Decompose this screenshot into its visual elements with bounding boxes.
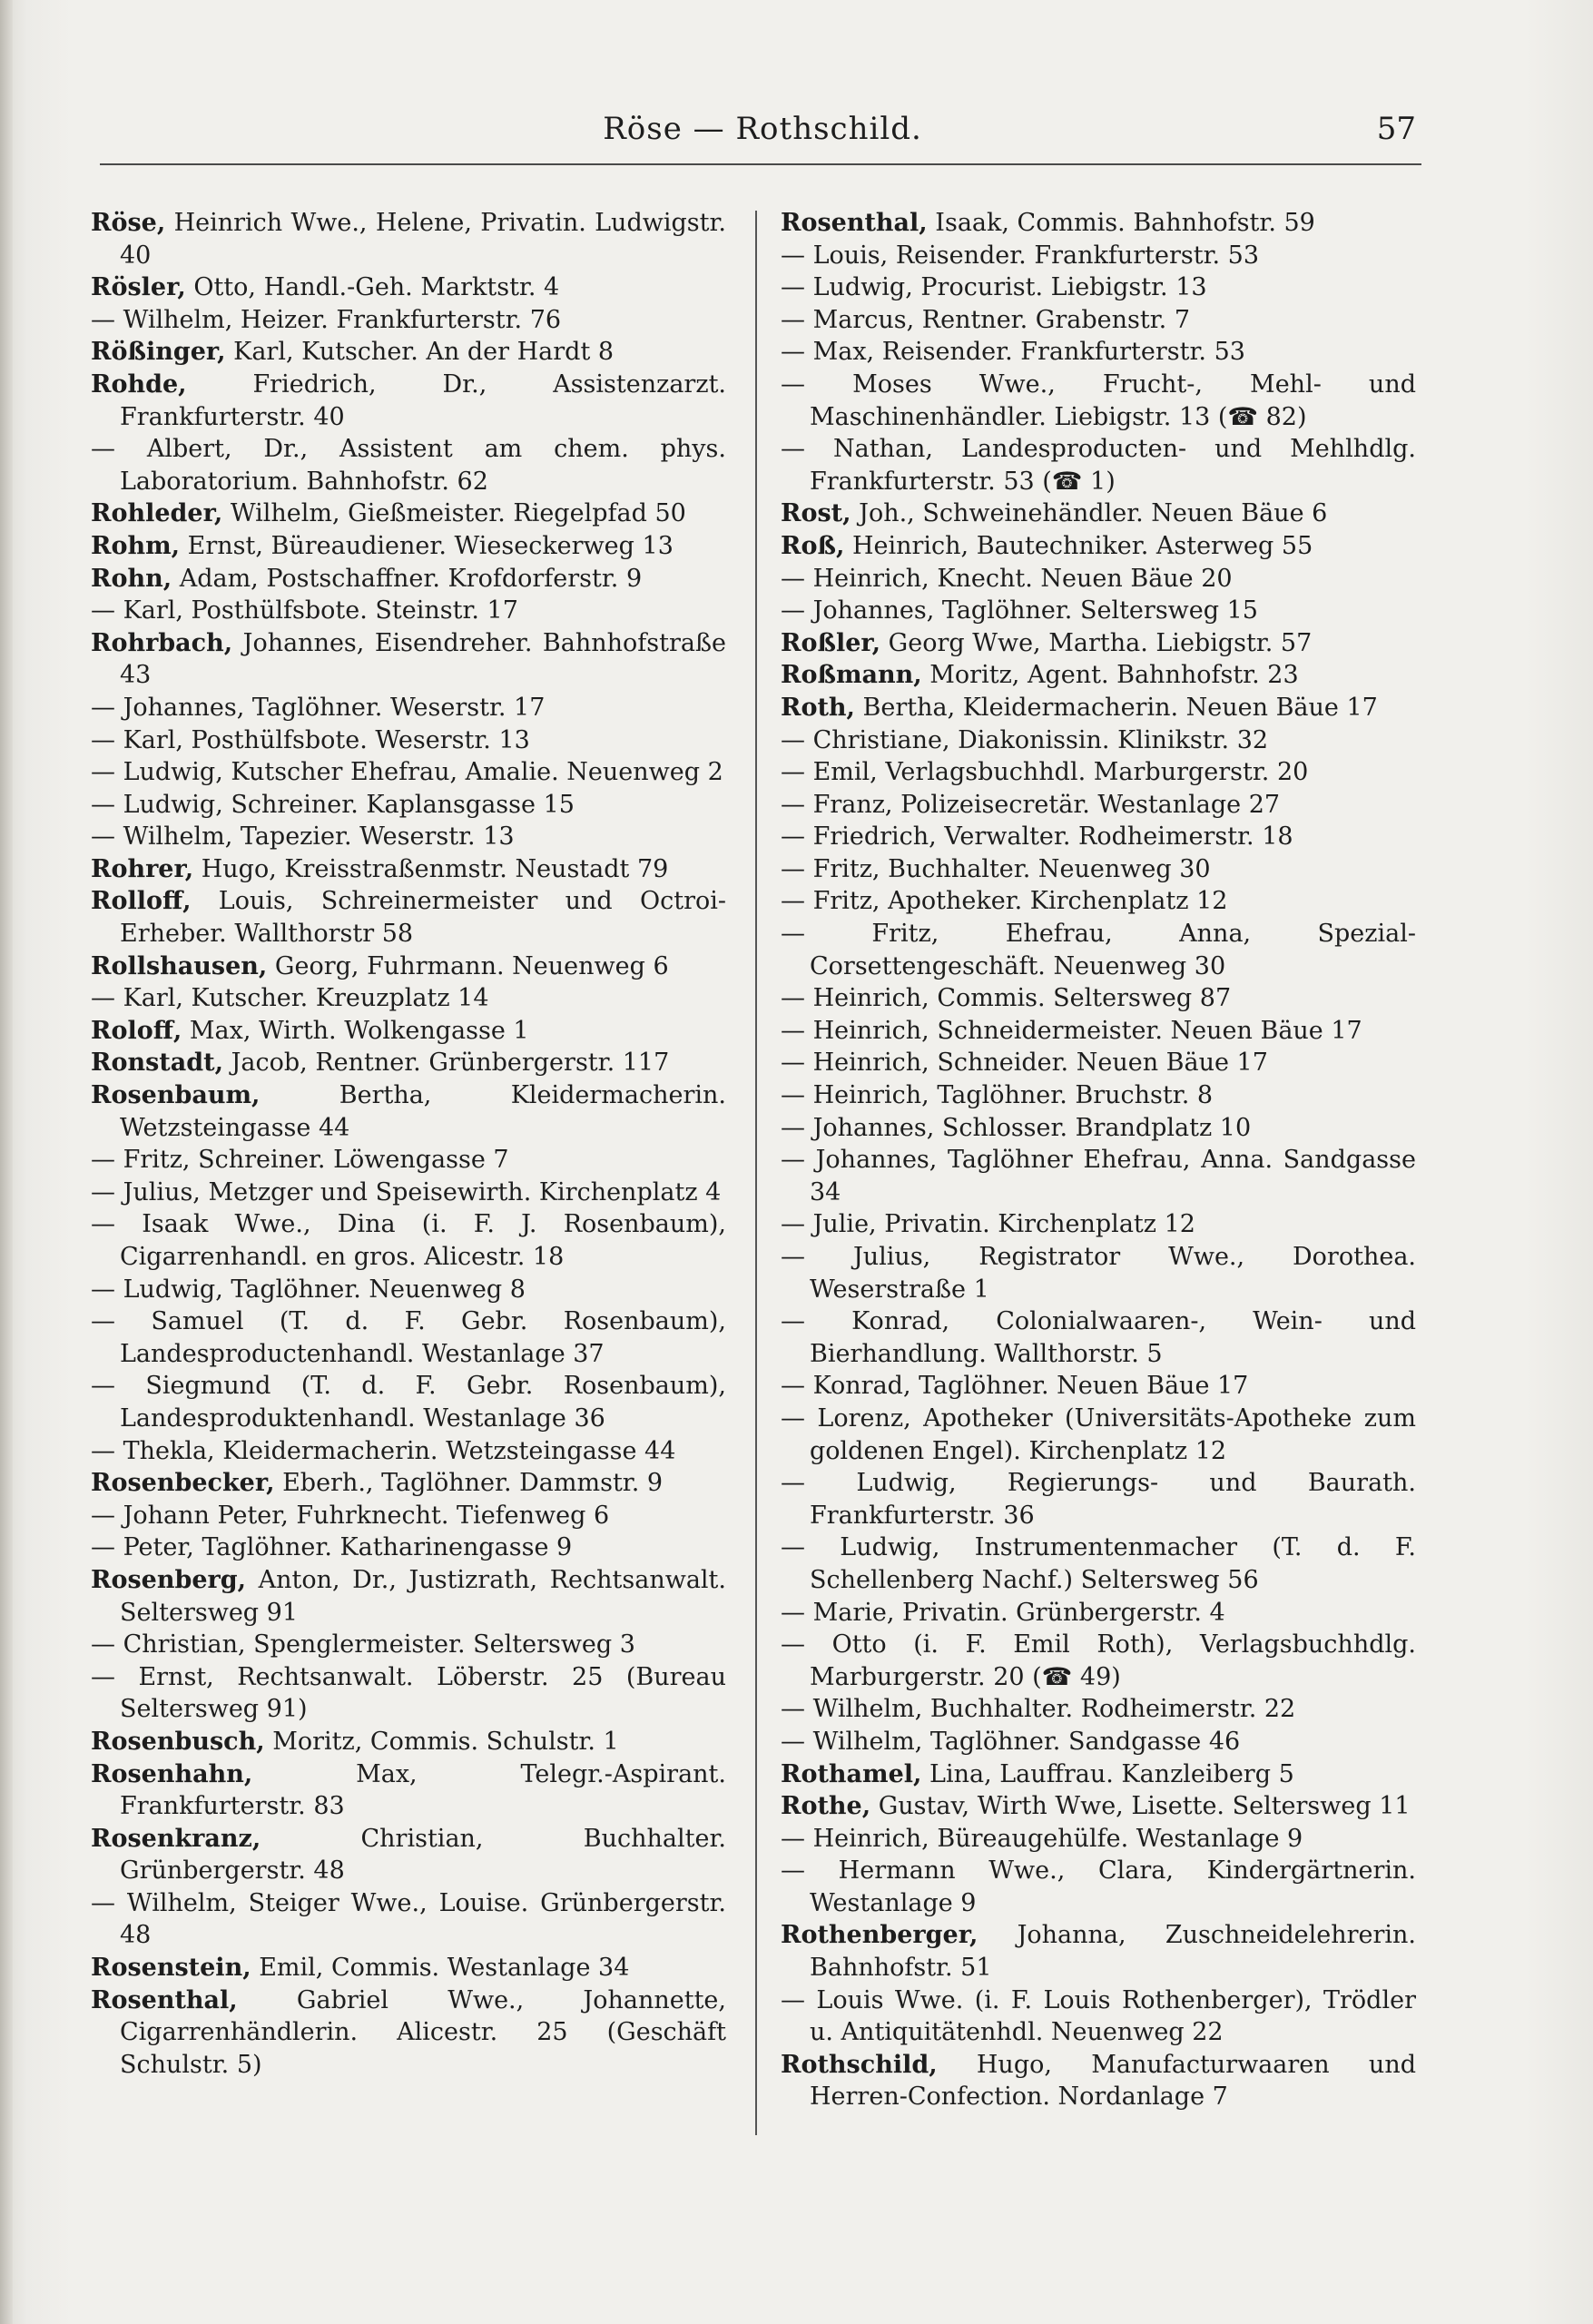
directory-entry	[781, 271, 1416, 304]
directory-entry	[91, 821, 726, 853]
entry-details: Moritz, Commis. Schulstr. 1	[264, 1727, 619, 1756]
entry-details: — Wilhelm, Steiger Wwe., Louise. Grünbergerstr. 48	[91, 1888, 726, 1950]
entry-surname: Rohrbach,	[91, 628, 233, 657]
entry-details: — Siegmund (T. d. F. Gebr. Rosenbaum), Landesproduktenhandl. Westanlage 36	[91, 1372, 726, 1433]
directory-entry	[91, 1661, 726, 1726]
directory-entry	[781, 756, 1416, 789]
entry-details: Louis, Schreinermeister und Octroi-Erheber. Wallthorstr 58	[120, 887, 726, 949]
entry-details: Karl, Kutscher. An der Hardt 8	[225, 338, 615, 367]
entry-surname: Roßmann,	[781, 661, 922, 690]
entry-details: — Heinrich, Knecht. Neuen Bäue 20	[781, 564, 1233, 593]
directory-entry	[91, 1144, 726, 1177]
directory-entry	[91, 1015, 726, 1048]
directory-entry	[91, 1370, 726, 1434]
directory-entry	[781, 1597, 1416, 1630]
directory-entry	[781, 1144, 1416, 1208]
entry-surname: Rosenstein,	[91, 1954, 251, 1983]
entry-surname: Rolloff,	[91, 887, 192, 916]
directory-entry	[91, 627, 726, 692]
directory-entry	[91, 692, 726, 724]
entry-details: — Peter, Taglöhner. Katharinengasse 9	[91, 1533, 573, 1562]
directory-entry	[781, 497, 1416, 530]
entry-details: — Konrad, Taglöhner. Neuen Bäue 17	[781, 1372, 1249, 1401]
directory-entry	[781, 1112, 1416, 1145]
entry-details: — Christiane, Diakonissin. Klinikstr. 32	[781, 725, 1269, 754]
entry-details: Ernst, Büreaudiener. Wieseckerweg 13	[180, 531, 674, 560]
directory-entry	[91, 1047, 726, 1079]
entry-surname: Rosenbaum,	[91, 1081, 261, 1110]
entry-details: — Ludwig, Regierungs- und Baurath. Frankfurterstr. 36	[781, 1469, 1416, 1530]
entry-surname: Rosenhahn,	[91, 1759, 253, 1788]
entry-details: — Julie, Privatin. Kirchenplatz 12	[781, 1210, 1195, 1239]
entry-details: — Fritz, Buchhalter. Neuenweg 30	[781, 854, 1211, 883]
directory-entry	[91, 724, 726, 757]
entry-details: Friedrich, Dr., Assistenzarzt. Frankfurterstr. 40	[120, 369, 726, 431]
entry-details: — Wilhelm, Tapezier. Weserstr. 13	[91, 822, 515, 852]
directory-entry	[781, 1790, 1416, 1823]
entry-surname: Rosenberg,	[91, 1565, 247, 1594]
directory-entry	[91, 336, 726, 369]
entry-details: Georg, Fuhrmann. Neuenweg 6	[267, 951, 669, 980]
entry-surname: Rosenkranz,	[91, 1824, 261, 1853]
entry-surname: Rohleder,	[91, 499, 223, 528]
directory-entry	[781, 2049, 1416, 2113]
left-column	[91, 207, 726, 2141]
entry-surname: Rohn,	[91, 564, 172, 593]
directory-entry	[781, 595, 1416, 627]
directory-entry	[781, 1758, 1416, 1791]
directory-entry	[781, 982, 1416, 1015]
directory-entry	[781, 1403, 1416, 1467]
directory-entry	[781, 724, 1416, 757]
entry-details: — Heinrich, Taglöhner. Bruchstr. 8	[781, 1081, 1214, 1110]
entry-details: Hugo, Manufacturwaaren und Herren-Confection. Nordanlage 7	[810, 2050, 1416, 2112]
entry-details: Gabriel Wwe., Johannette, Cigarrenhändlerin. Alicestr. 25 (Geschäft Schulstr. 5)	[120, 1985, 726, 2079]
entry-surname: Rothschild,	[781, 2050, 938, 2079]
entry-details: — Emil, Verlagsbuchhdl. Marburgerstr. 20	[781, 758, 1309, 787]
entry-details: — Ludwig, Instrumentenmacher (T. d. F. Schellenberg Nachf.) Seltersweg 56	[781, 1533, 1416, 1594]
directory-entry	[781, 1370, 1416, 1403]
entry-details: — Otto (i. F. Emil Roth), Verlagsbuchhdlg. Marburgerstr. 20 (☎ 49)	[781, 1630, 1416, 1691]
directory-entry	[91, 369, 726, 433]
directory-entry	[781, 692, 1416, 724]
entry-details: — Johannes, Taglöhner Ehefrau, Anna. Sandgasse 34	[781, 1146, 1416, 1206]
directory-entry	[781, 207, 1416, 240]
entry-surname: Rosenbecker,	[91, 1469, 275, 1498]
entry-details: — Heinrich, Commis. Seltersweg 87	[781, 984, 1232, 1013]
directory-entry	[91, 1467, 726, 1500]
entry-details: — Franz, Polizeisecretär. Westanlage 27	[781, 790, 1281, 819]
entry-details: Max, Wirth. Wolkengasse 1	[182, 1016, 529, 1045]
directory-entry	[91, 595, 726, 627]
directory-entry	[91, 207, 726, 271]
directory-entry	[91, 497, 726, 530]
entry-surname: Rohm,	[91, 531, 181, 560]
entry-details: — Isaak Wwe., Dina (i. F. J. Rosenbaum), Cigarrenhandl. en gros. Alicestr. 18	[91, 1210, 726, 1271]
entry-details: — Wilhelm, Buchhalter. Rodheimerstr. 22	[781, 1695, 1296, 1724]
entry-details: — Ludwig, Taglöhner. Neuenweg 8	[91, 1275, 526, 1304]
entry-details: — Thekla, Kleidermacherin. Wetzsteingasse 44	[91, 1436, 676, 1465]
directory-entry	[91, 1726, 726, 1758]
entry-surname: Rosenthal,	[91, 1985, 238, 2014]
entry-details: — Julius, Metzger und Speisewirth. Kirchenplatz 4	[91, 1177, 722, 1206]
directory-entry	[781, 1984, 1416, 2049]
directory-entry	[91, 304, 726, 337]
entry-details: — Fritz, Schreiner. Löwengasse 7	[91, 1146, 509, 1175]
entry-details: — Johannes, Schlosser. Brandplatz 10	[781, 1113, 1252, 1142]
directory-entry	[781, 1823, 1416, 1856]
directory-entry	[781, 1726, 1416, 1758]
entry-surname: Rothamel,	[781, 1759, 922, 1788]
directory-entry	[781, 627, 1416, 660]
entry-details: — Samuel (T. d. F. Gebr. Rosenbaum), Landesproductenhandl. Westanlage 37	[91, 1307, 726, 1368]
entry-details: Johannes, Eisendreher. Bahnhofstraße 43	[120, 628, 726, 690]
entry-details: Moritz, Agent. Bahnhofstr. 23	[921, 661, 1299, 690]
entry-details: — Louis, Reisender. Frankfurterstr. 53	[781, 241, 1260, 270]
entry-details: Gustav, Wirth Wwe, Lisette. Seltersweg 11	[870, 1792, 1411, 1821]
directory-entry	[91, 1177, 726, 1209]
entry-details: Anton, Dr., Justizrath, Rechtsanwalt. Seltersweg 91	[120, 1565, 726, 1627]
entry-details: — Louis Wwe. (i. F. Louis Rothenberger), Trödler u. Antiquitätenhdl. Neuenweg 22	[781, 1985, 1416, 2047]
entry-surname: Roloff,	[91, 1016, 182, 1045]
entry-surname: Roß,	[781, 531, 845, 560]
entry-details: — Johannes, Taglöhner. Seltersweg 15	[781, 596, 1258, 625]
entry-details: — Ludwig, Schreiner. Kaplansgasse 15	[91, 790, 575, 819]
directory-entry	[91, 1887, 726, 1952]
header-rule	[100, 163, 1421, 165]
directory-entry	[781, 1693, 1416, 1726]
directory-entry	[91, 1208, 726, 1273]
entry-details: — Heinrich, Büreaugehülfe. Westanlage 9	[781, 1824, 1303, 1853]
entry-details: — Nathan, Landesproducten- und Mehlhdlg. Frankfurterstr. 53 (☎ 1)	[781, 435, 1416, 496]
directory-entry	[91, 756, 726, 789]
right-column	[781, 207, 1416, 2141]
entry-details: Georg Wwe, Martha. Liebigstr. 57	[880, 628, 1313, 657]
book-spine-edge	[0, 0, 13, 2324]
page-header	[100, 111, 1425, 165]
directory-entry	[91, 1564, 726, 1629]
page-number: 57	[1376, 111, 1416, 147]
directory-entry	[91, 885, 726, 950]
entry-details: Otto, Handl.-Geh. Marktstr. 4	[185, 273, 560, 302]
entry-details: — Karl, Posthülfsbote. Steinstr. 17	[91, 596, 518, 625]
entry-details: Isaak, Commis. Bahnhofstr. 59	[927, 209, 1315, 237]
directory-entry	[91, 1952, 726, 1984]
directory-entry	[781, 1629, 1416, 1693]
entry-details: Emil, Commis. Westanlage 34	[251, 1954, 630, 1983]
entry-details: Hugo, Kreisstraßenmstr. Neustadt 79	[193, 854, 669, 883]
directory-entry	[781, 304, 1416, 337]
entry-details: — Max, Reisender. Frankfurterstr. 53	[781, 338, 1245, 367]
entry-details: Joh., Schweinehändler. Neuen Bäue 6	[851, 499, 1328, 528]
directory-entry	[781, 853, 1416, 886]
entry-details: — Karl, Kutscher. Kreuzplatz 14	[91, 984, 489, 1013]
entry-details: — Wilhelm, Taglöhner. Sandgasse 46	[781, 1727, 1241, 1756]
entry-details: — Heinrich, Schneidermeister. Neuen Bäue 17	[781, 1016, 1362, 1045]
directory-entry	[91, 1758, 726, 1823]
entry-details: — Marcus, Rentner. Grabenstr. 7	[781, 305, 1190, 334]
entry-details: — Fritz, Apotheker. Kirchenplatz 12	[781, 887, 1228, 916]
entry-surname: Rost,	[781, 499, 851, 528]
entry-details: — Heinrich, Schneider. Neuen Bäue 17	[781, 1049, 1268, 1078]
entry-details: — Wilhelm, Heizer. Frankfurterstr. 76	[91, 305, 562, 334]
directory-entry	[781, 1305, 1416, 1370]
entry-details: Bertha, Kleidermacherin. Neuen Bäue 17	[854, 693, 1378, 722]
entry-details: — Friedrich, Verwalter. Rodheimerstr. 18	[781, 822, 1293, 852]
directory-entry	[781, 1855, 1416, 1919]
directory-entry	[91, 1435, 726, 1468]
entry-details: — Moses Wwe., Frucht-, Mehl- und Maschinenhändler. Liebigstr. 13 (☎ 82)	[781, 369, 1416, 431]
directory-entry	[781, 433, 1416, 497]
entry-details: — Christian, Spenglermeister. Seltersweg 3	[91, 1630, 635, 1659]
directory-entry	[781, 1208, 1416, 1241]
running-title: Röse — Rothschild.	[603, 111, 922, 147]
directory-entry	[781, 336, 1416, 369]
entry-details: — Johannes, Taglöhner. Weserstr. 17	[91, 693, 546, 722]
entry-details: — Ludwig, Kutscher Ehefrau, Amalie. Neuenweg 2	[91, 758, 723, 787]
directory-entry	[91, 853, 726, 886]
entry-details: — Karl, Posthülfsbote. Weserstr. 13	[91, 725, 530, 754]
directory-entry	[781, 1919, 1416, 1984]
entry-surname: Rosenbusch,	[91, 1727, 265, 1756]
directory-entry	[91, 1500, 726, 1532]
directory-entry	[781, 918, 1416, 982]
entry-surname: Rösler,	[91, 273, 186, 302]
directory-entry	[781, 659, 1416, 692]
entry-details: Heinrich, Bautechniker. Asterweg 55	[844, 531, 1313, 560]
directory-entry	[91, 1531, 726, 1564]
entry-details: Johanna, Zuschneidelehrerin. Bahnhofstr. 51	[810, 1921, 1416, 1983]
directory-entry	[91, 789, 726, 822]
entry-surname: Rößinger,	[91, 338, 226, 367]
entry-surname: Rohde,	[91, 369, 187, 399]
entry-details: — Marie, Privatin. Grünbergerstr. 4	[781, 1598, 1225, 1627]
entry-surname: Ronstadt,	[91, 1049, 223, 1078]
entry-details: — Hermann Wwe., Clara, Kindergärtnerin. Westanlage 9	[781, 1856, 1416, 1917]
directory-entry	[91, 1274, 726, 1306]
directory-entry	[91, 950, 726, 983]
entry-details: Adam, Postschaffner. Krofdorferstr. 9	[172, 564, 643, 593]
entry-details: Jacob, Rentner. Grünbergerstr. 117	[223, 1049, 670, 1078]
entry-details: Christian, Buchhalter. Grünbergerstr. 48	[120, 1824, 726, 1886]
directory-entry	[781, 530, 1416, 563]
entry-details: Max, Telegr.-Aspirant. Frankfurterstr. 83	[120, 1759, 726, 1821]
directory-entry	[781, 1047, 1416, 1079]
directory-entry	[781, 1015, 1416, 1048]
directory-entry	[91, 563, 726, 596]
entry-details: — Ludwig, Procurist. Liebigstr. 13	[781, 273, 1207, 302]
directory-entry	[781, 1467, 1416, 1531]
entry-details: Lina, Lauffrau. Kanzleiberg 5	[921, 1759, 1294, 1788]
directory-entry	[91, 1629, 726, 1661]
entry-details: Heinrich Wwe., Helene, Privatin. Ludwigstr. 40	[120, 209, 726, 270]
directory-entry	[91, 1984, 726, 2082]
entry-surname: Rosenthal,	[781, 209, 928, 237]
directory-entry	[91, 433, 726, 497]
directory-entry	[781, 821, 1416, 853]
entry-surname: Roßler,	[781, 628, 881, 657]
entry-details: Bertha, Kleidermacherin. Wetzsteingasse 44	[120, 1081, 726, 1142]
entry-details: — Julius, Registrator Wwe., Dorothea. Weserstraße 1	[781, 1243, 1416, 1304]
entry-details: — Ernst, Rechtsanwalt. Löberstr. 25 (Bureau Seltersweg 91)	[91, 1662, 726, 1724]
directory-entry	[781, 885, 1416, 918]
entry-surname: Roth,	[781, 693, 855, 722]
directory-entry	[91, 1305, 726, 1370]
entry-details: — Albert, Dr., Assistent am chem. phys. Laboratorium. Bahnhofstr. 62	[91, 435, 726, 496]
directory-entry	[91, 530, 726, 563]
entry-details: Wilhelm, Gießmeister. Riegelpfad 50	[222, 499, 686, 528]
entry-surname: Rothe,	[781, 1792, 871, 1821]
directory-entry	[91, 982, 726, 1015]
directory-entry	[781, 1079, 1416, 1112]
directory-entry	[781, 240, 1416, 272]
directory-entry	[91, 1079, 726, 1144]
entry-surname: Rohrer,	[91, 854, 194, 883]
entry-surname: Rollshausen,	[91, 951, 268, 980]
entry-details: — Johann Peter, Fuhrknecht. Tiefenweg 6	[91, 1501, 610, 1530]
entry-surname: Rothenberger,	[781, 1921, 978, 1950]
directory-entry	[781, 1241, 1416, 1305]
entry-details: — Fritz, Ehefrau, Anna, Spezial-Corsettengeschäft. Neuenweg 30	[781, 920, 1416, 980]
entry-details: — Konrad, Colonialwaaren-, Wein- und Bierhandlung. Wallthorstr. 5	[781, 1307, 1416, 1368]
column-divider	[755, 211, 757, 2135]
directory-entry	[91, 271, 726, 304]
entry-details: Eberh., Taglöhner. Dammstr. 9	[274, 1469, 664, 1498]
directory-entry	[91, 1823, 726, 1887]
directory-entry	[781, 563, 1416, 596]
directory-entry	[781, 789, 1416, 822]
directory-entry	[781, 1531, 1416, 1596]
directory-entry	[781, 369, 1416, 433]
entry-details: — Lorenz, Apotheker (Universitäts-Apotheke zum goldenen Engel). Kirchenplatz 12	[781, 1403, 1416, 1465]
entry-surname: Röse,	[91, 209, 166, 237]
